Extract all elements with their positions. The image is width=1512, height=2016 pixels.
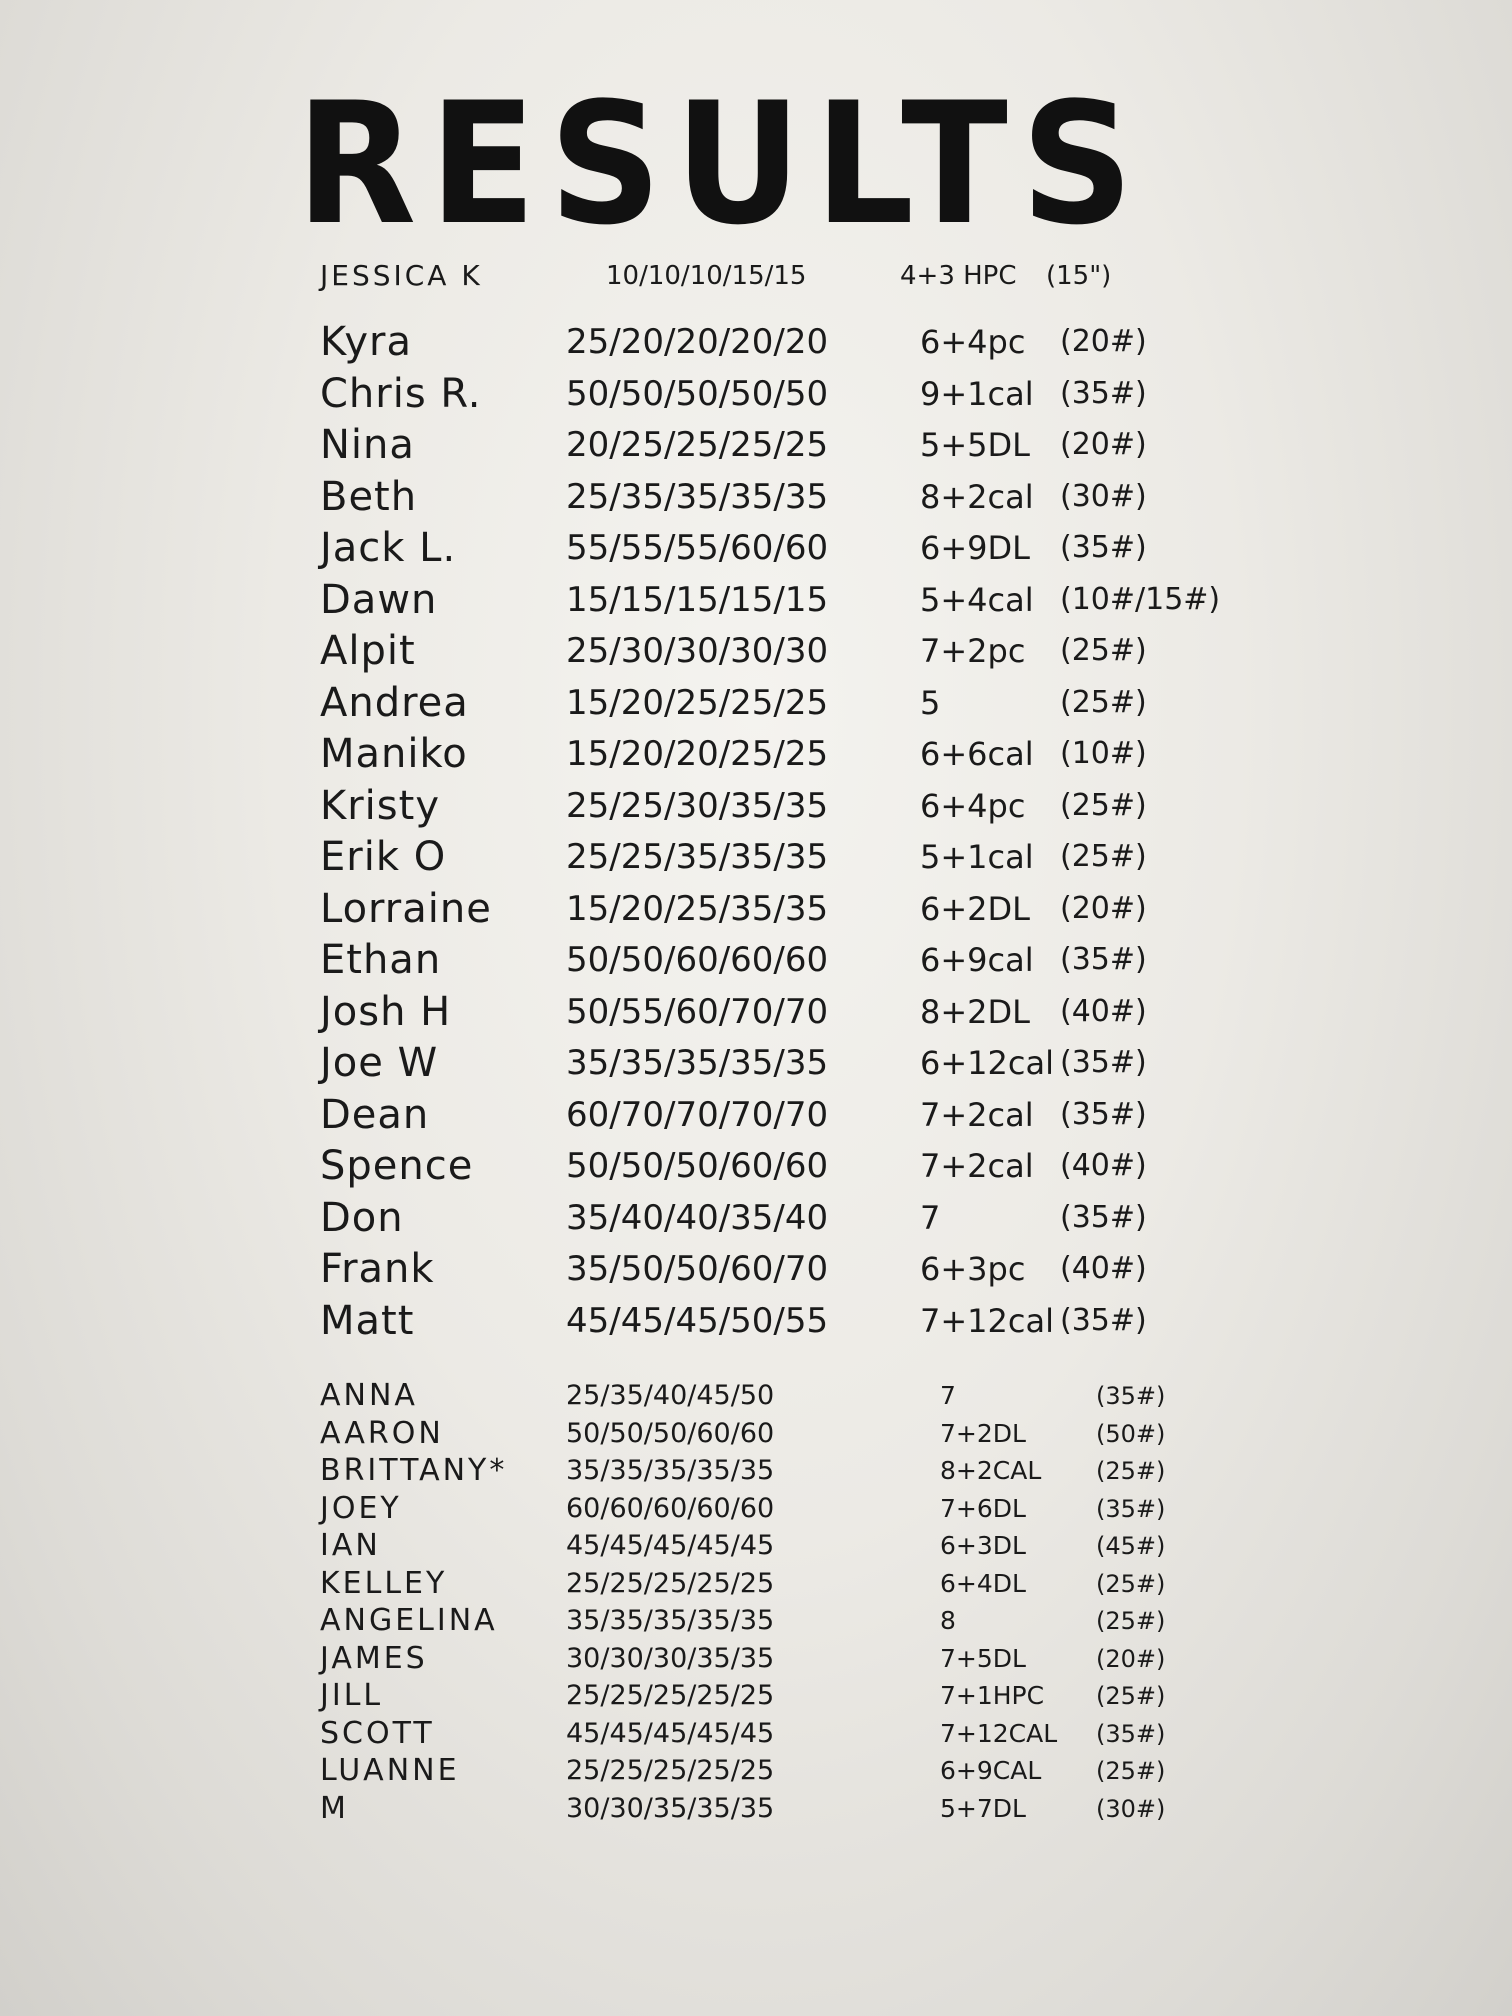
athlete-name: Alpit [320, 628, 416, 674]
athlete-name: IAN [320, 1528, 381, 1563]
result-row [0, 730, 1512, 778]
result-row [0, 473, 1512, 521]
score: 8+2cal [920, 477, 1034, 516]
round-weights: 15/15/15/15/15 [566, 579, 829, 620]
load: (20#) [1060, 427, 1147, 462]
result-row [0, 833, 1512, 881]
score: 5+7DL [940, 1793, 1026, 1823]
score: 7+1HPC [940, 1681, 1045, 1710]
score: 7+12CAL [940, 1718, 1058, 1748]
result-row [0, 1194, 1512, 1242]
score: 7+2cal [920, 1095, 1034, 1134]
round-weights: 25/25/25/25/25 [566, 1567, 775, 1599]
load: (20#) [1096, 1644, 1166, 1673]
score: 7+2pc [920, 632, 1026, 670]
round-weights: 60/70/70/70/70 [566, 1094, 829, 1135]
round-weights: 50/50/50/60/60 [566, 1417, 775, 1449]
load: (45#) [1096, 1532, 1166, 1560]
athlete-name: ANNA [320, 1378, 418, 1413]
score: 7+2DL [940, 1418, 1026, 1448]
round-weights: 35/40/40/35/40 [566, 1197, 829, 1238]
result-row [0, 1142, 1512, 1190]
athlete-name: Erik O [320, 834, 447, 880]
round-weights: 35/35/35/35/35 [566, 1455, 775, 1486]
result-row [0, 1785, 1512, 1833]
round-weights: 25/25/25/25/25 [566, 1755, 775, 1786]
result-row [0, 679, 1512, 727]
score: 6+9CAL [940, 1756, 1042, 1785]
result-row [0, 370, 1512, 418]
load: (35#) [1060, 1302, 1147, 1338]
score: 6+4pc [920, 786, 1026, 825]
round-weights: 20/25/25/25/25 [566, 425, 829, 465]
round-weights: 50/55/60/70/70 [566, 991, 829, 1032]
athlete-name: ANGELINA [320, 1603, 498, 1638]
load: (35#) [1060, 1096, 1147, 1132]
round-weights: 45/45/45/45/45 [566, 1717, 775, 1749]
score: 7 [920, 1198, 941, 1237]
athlete-name: Beth [320, 473, 418, 520]
athlete-name: BRITTANY* [320, 1453, 508, 1488]
load: (25#) [1096, 1682, 1166, 1710]
athlete-name: JILL [320, 1678, 384, 1713]
athlete-name: Nina [320, 422, 415, 468]
load: (35#) [1060, 530, 1147, 565]
load: (20#) [1060, 890, 1147, 926]
score: 7+5DL [940, 1643, 1026, 1673]
athlete-name: Dean [320, 1091, 430, 1138]
load: (25#) [1060, 684, 1147, 720]
round-weights: 25/30/30/30/30 [566, 631, 829, 671]
round-weights: 25/25/35/35/35 [566, 837, 829, 877]
athlete-name: Kyra [320, 319, 412, 365]
score: 8+2DL [920, 992, 1030, 1031]
round-weights: 15/20/25/25/25 [566, 682, 829, 723]
round-weights: 35/50/50/60/70 [566, 1249, 829, 1289]
athlete-name: Maniko [320, 731, 468, 777]
score: 5 [920, 683, 941, 722]
athlete-name: Josh H [320, 988, 452, 1035]
load: (20#) [1060, 324, 1147, 359]
athlete-name: M [320, 1790, 349, 1826]
load: (15") [1046, 261, 1112, 291]
load: (35#) [1060, 942, 1147, 977]
result-row [0, 936, 1512, 984]
load: (40#) [1060, 1148, 1147, 1183]
athlete-name: Spence [320, 1143, 474, 1189]
board-title: RESULTS [296, 66, 1147, 262]
score: 6+9DL [920, 529, 1030, 567]
athlete-name: SCOTT [320, 1715, 435, 1751]
score: 6+3DL [940, 1531, 1026, 1560]
load: (25#) [1096, 1757, 1166, 1785]
athlete-name: Don [320, 1194, 404, 1241]
load: (25#) [1096, 1457, 1166, 1485]
round-weights: 25/35/40/45/50 [566, 1380, 775, 1411]
round-weights: 25/35/35/35/35 [566, 476, 829, 517]
round-weights: 10/10/10/15/15 [606, 261, 807, 291]
score: 7+6DL [940, 1493, 1026, 1523]
load: (30#) [1096, 1794, 1166, 1823]
score: 6+12cal [920, 1044, 1054, 1082]
round-weights: 30/30/35/35/35 [566, 1792, 775, 1824]
round-weights: 50/50/50/50/50 [566, 373, 829, 414]
load: (35#) [1060, 1199, 1147, 1235]
load: (40#) [1060, 1251, 1147, 1286]
athlete-name: Kristy [320, 782, 440, 829]
athlete-name: JOEY [320, 1490, 402, 1526]
result-row [0, 782, 1512, 830]
round-weights: 45/45/45/45/45 [566, 1530, 775, 1561]
load: (40#) [1060, 993, 1147, 1029]
round-weights: 15/20/20/25/25 [566, 734, 829, 774]
round-weights: 45/45/45/50/55 [566, 1300, 829, 1341]
score: 5+4cal [920, 580, 1034, 619]
round-weights: 30/30/30/35/35 [566, 1642, 775, 1674]
result-row [0, 576, 1512, 624]
athlete-name: LUANNE [320, 1753, 460, 1788]
round-weights: 35/35/35/35/35 [566, 1043, 829, 1083]
load: (10#/15#) [1060, 581, 1221, 617]
athlete-name: KELLEY [320, 1565, 448, 1601]
score: 6+6cal [920, 735, 1034, 773]
score: 7+2cal [920, 1147, 1034, 1185]
load: (25#) [1060, 633, 1147, 668]
score: 6+2DL [920, 889, 1030, 928]
athlete-name: Dawn [320, 576, 438, 623]
result-row [0, 318, 1512, 366]
round-weights: 25/20/20/20/20 [566, 322, 829, 362]
score: 8+2CAL [940, 1456, 1042, 1485]
load: (25#) [1060, 839, 1147, 874]
load: (25#) [1096, 1607, 1166, 1635]
result-row [0, 1091, 1512, 1139]
score: 9+1cal [920, 374, 1034, 413]
athlete-name: AARON [320, 1415, 444, 1451]
athlete-name: Jack L. [320, 525, 457, 571]
athlete-name: Matt [320, 1297, 415, 1344]
load: (50#) [1096, 1419, 1166, 1448]
round-weights: 55/55/55/60/60 [566, 528, 829, 568]
load: (30#) [1060, 478, 1147, 514]
score: 5+1cal [920, 838, 1034, 876]
load: (35#) [1096, 1719, 1166, 1748]
load: (25#) [1060, 787, 1147, 823]
athlete-name: JAMES [320, 1640, 428, 1676]
result-row [0, 252, 1512, 300]
result-row [0, 627, 1512, 675]
load: (25#) [1096, 1569, 1166, 1598]
athlete-name: JESSICA K [320, 259, 483, 292]
score: 4+3 HPC [900, 261, 1017, 291]
athlete-name: Frank [320, 1246, 435, 1292]
round-weights: 50/50/60/60/60 [566, 940, 829, 980]
load: (35#) [1096, 1382, 1166, 1410]
athlete-name: Ethan [320, 937, 442, 983]
round-weights: 25/25/30/35/35 [566, 785, 829, 826]
result-row [0, 421, 1512, 469]
athlete-name: Joe W [320, 1040, 439, 1086]
score: 7+12cal [920, 1301, 1054, 1340]
round-weights: 50/50/50/60/60 [566, 1146, 829, 1186]
result-row [0, 988, 1512, 1036]
score: 8 [940, 1606, 956, 1635]
result-row [0, 1297, 1512, 1345]
round-weights: 60/60/60/60/60 [566, 1492, 775, 1524]
athlete-name: Andrea [320, 679, 469, 726]
score: 7 [940, 1381, 956, 1410]
load: (35#) [1060, 375, 1147, 411]
athlete-name: Lorraine [320, 885, 492, 932]
round-weights: 15/20/25/35/35 [566, 888, 829, 929]
score: 6+3pc [920, 1250, 1026, 1288]
load: (35#) [1096, 1494, 1166, 1523]
round-weights: 35/35/35/35/35 [566, 1605, 775, 1636]
score: 6+9cal [920, 941, 1034, 979]
result-row [0, 1039, 1512, 1087]
score: 5+5DL [920, 426, 1030, 464]
load: (10#) [1060, 736, 1147, 771]
load: (35#) [1060, 1045, 1147, 1080]
result-row [0, 524, 1512, 572]
round-weights: 25/25/25/25/25 [566, 1680, 775, 1711]
score: 6+4DL [940, 1568, 1026, 1598]
athlete-name: Chris R. [320, 370, 482, 417]
result-row [0, 1245, 1512, 1293]
score: 6+4pc [920, 323, 1026, 361]
result-row [0, 885, 1512, 933]
